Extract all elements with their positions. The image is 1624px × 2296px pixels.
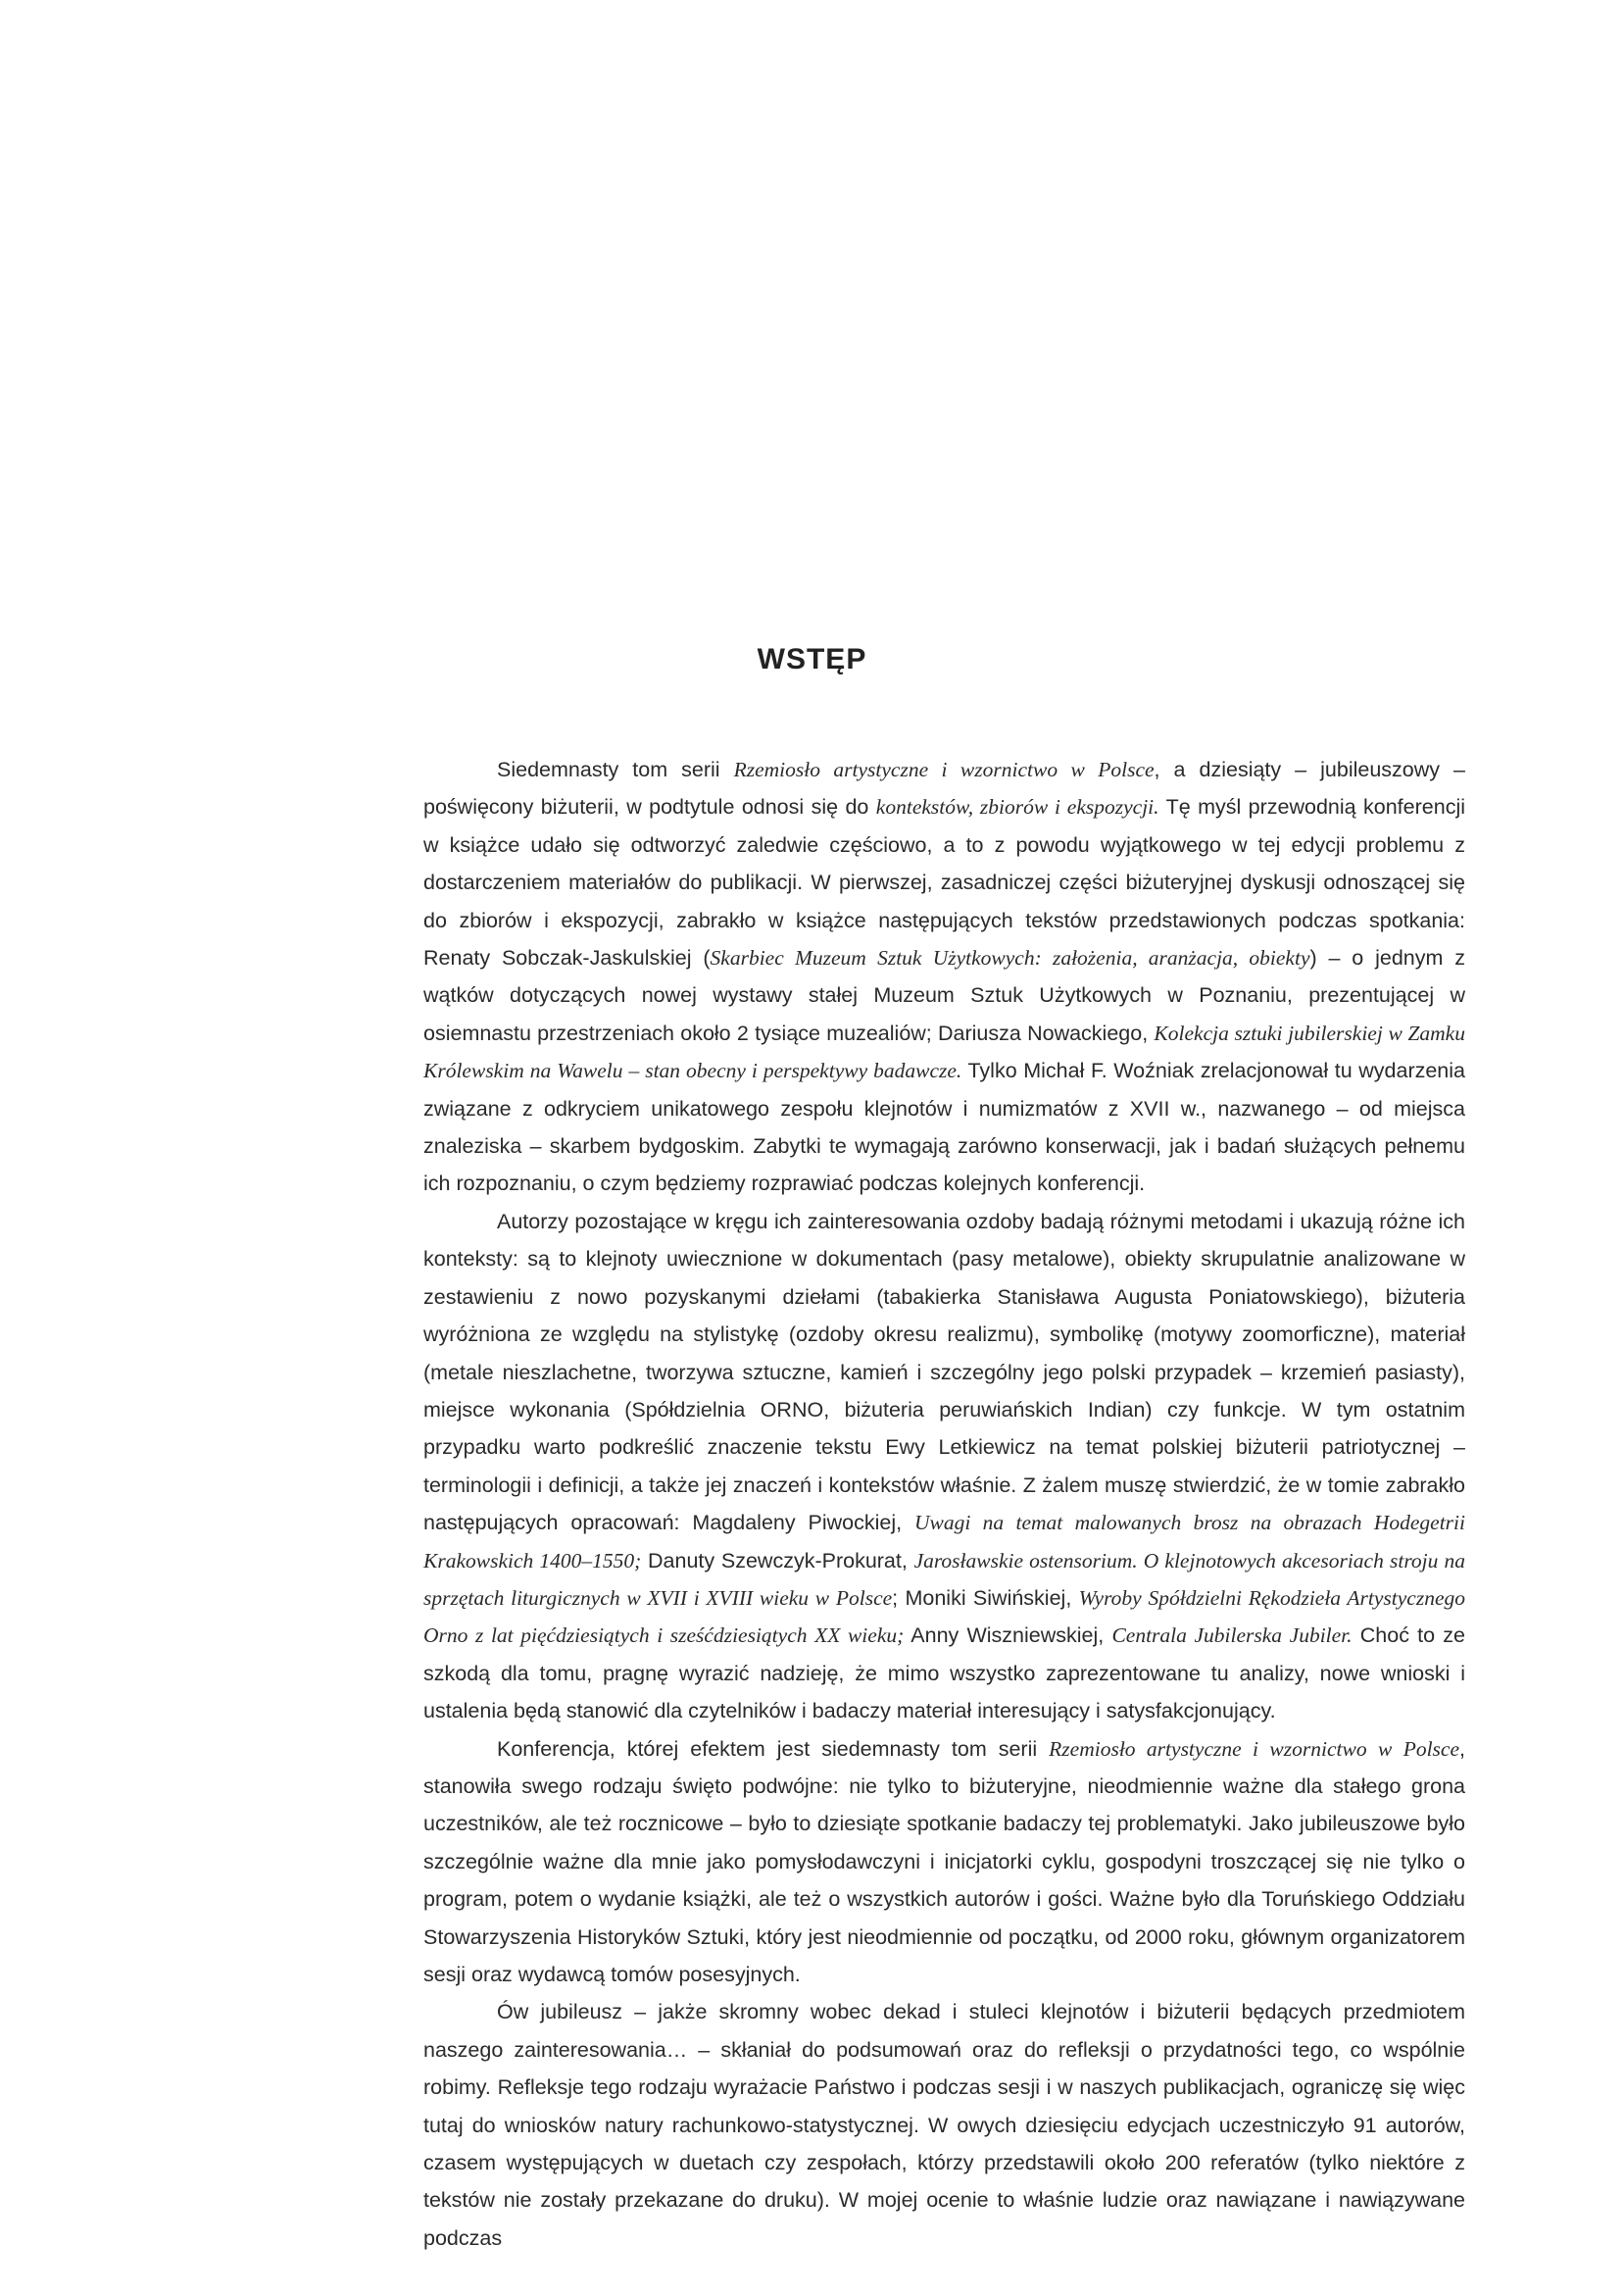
- text-run: , stanowiła swego rodzaju święto podwójne: nie tylko to biżuteryjne, nieodmiennie ważne dla stałego grona uczestników, ale też rocznicowe – było to dziesiąte spotkanie badaczy tej problematyki. Jako jubileuszowe było szczególnie ważne dla mnie jako pomysłodawczyni i inicjatorki cyklu, gospodyni troszczącej się nie tylko o program, potem o wydanie książki, ale też o wszystkich autorów i gości. Ważne było dla Toruńskiego Oddziału Stowarzyszenia Historyków Sztuki, który jest nieodmiennie od początku, od 2000 roku, głównym organizatorem sesji oraz wydawcą tomów posesyjnych.: [423, 1736, 1465, 1986]
- italic-title-text: Rzemiosło artystyczne i wzornictwo w Polsce: [1049, 1736, 1460, 1761]
- text-run: Tę myśl przewodnią konferencji w książce udało się odtworzyć zaledwie częściowo, a to z powodu wyjątkowego w tej edycji problemu z dostarczeniem materiałów do publikacji. W pierwszej, zasadniczej części biżuteryjnej dyskusji odnoszącej się do zbiorów i ekspozycji, zabrakło w książce następujących tekstów przedstawionych podczas spotkania: Renaty Sobczak-Jaskulskiej (: [423, 795, 1465, 971]
- paragraph: [423, 1993, 1465, 2257]
- italic-title-text: Jarosławskie ostensorium. O klejnotowych akcesoriach stroju na sprzętach liturgicznych w XVII i XVIII wieku w Polsce: [423, 1548, 1465, 1610]
- italic-title-text: Uwagi na temat malowanych brosz na obrazach Hodegetrii Krakowskich 1400–1550;: [423, 1511, 1465, 1572]
- italic-title-text: Centrala Jubilerska Jubiler.: [1111, 1623, 1353, 1648]
- italic-title-text: kontekstów, zbiorów i ekspozycji.: [875, 795, 1159, 820]
- text-run: Autorzy pozostające w kręgu ich zainteresowania ozdoby badają różnymi metodami i ukazują różne ich konteksty: są to klejnoty uwiecznione w dokumentach (pasy metalowe), obiekty skrupulatnie analizowane w zestawieniu z nowo pozyskanymi dziełami (tabakierka Stanisława Augusta Poniatowskiego), biżuteria wyróżniona ze względu na stylistykę (ozdoby okresu realizmu), symbolikę (motywy zoomorficzne), materiał (metale nieszlachetne, tworzywa sztuczne, kamień i szczególny jego polski przypadek – krzemień pasiasty), miejsce wykonania (Spółdzielnia ORNO, biżuteria peruwiańskich Indian) czy funkcje. W tym ostatnim przypadku warto podkreślić znaczenie tekstu Ewy Letkiewicz na temat polskiej biżuterii patriotycznej – terminologii i definicji, a także jej znaczeń i kontekstów właśnie. Z żalem muszę stwierdzić, że w tomie zabrakło następujących opracowań: Magdaleny Piwockiej,: [423, 1209, 1465, 1535]
- text-run: ) – o jednym z wątków dotyczących nowej wystawy stałej Muzeum Sztuk Użytkowych w Poznaniu, prezentującej w osiemnastu przestrzeniach około 2 tysiące muzealiów; Dariusza Nowackiego,: [423, 946, 1465, 1045]
- text-run: Anny Wiszniewskiej,: [904, 1623, 1112, 1648]
- paragraph: [423, 1730, 1465, 1994]
- italic-title-text: Rzemiosło artystyczne i wzornictwo w Polsce: [733, 758, 1155, 781]
- paragraph: [423, 751, 1465, 1203]
- text-run: Danuty Szewczyk-Prokurat,: [641, 1548, 914, 1572]
- text-run: Siedemnasty tom serii: [497, 758, 734, 781]
- italic-title-text: Wyroby Spółdzielni Rękodzieła Artystycznego Orno z lat pięćdziesiątych i sześćdziesiątych XX wieku;: [423, 1585, 1466, 1648]
- body-text: [423, 751, 1465, 2257]
- italic-title-text: Skarbiec Muzeum Sztuk Użytkowych: założenia, aranżacja, obiekty: [710, 946, 1310, 971]
- text-run: Choć to ze szkodą dla tomu, pragnę wyrazić nadzieję, że mimo wszystko zaprezentowane tu analizy, nowe wnioski i ustalenia będą stanowić dla czytelników i badaczy materiał interesujący i satysfakcjonujący.: [423, 1623, 1465, 1723]
- text-run: ; Moniki Siwińskiej,: [892, 1585, 1079, 1610]
- text-run: Konferencja, której efektem jest siedemnasty tom serii: [497, 1736, 1050, 1761]
- text-run: Tylko Michał F. Woźniak zrelacjonował tu wydarzenia związane z odkryciem unikatowego zespołu klejnotów i numizmatów z XVII w., nazwanego – od miejsca znaleziska – skarbem bydgoskim. Zabytki te wymagają zarówno konserwacji, jak i badań służących pełnemu ich rozpoznaniu, o czym będziemy rozprawiać podczas kolejnych konferencji.: [423, 1059, 1466, 1196]
- text-run: , a dziesiąty – jubileuszowy – poświęcony biżuterii, w podtytule odnosi się do: [423, 758, 1465, 820]
- page-title: WSTĘP: [757, 643, 867, 676]
- paragraph: [423, 1203, 1465, 1730]
- text-run: Ów jubileusz – jakże skromny wobec dekad i stuleci klejnotów i biżuterii będących przedmiotem naszego zainteresowania… – skłaniał do podsumowań oraz do refleksji o przydatności tego, co wspólnie robimy. Refleksje tego rodzaju wyrażacie Państwo i podczas sesji i w naszych publikacjach, ograniczę się więc tutaj do wniosków natury rachunkowo-statystycznej. W owych dziesięciu edycjach uczestniczyło 91 autorów, czasem występujących w duetach czy zespołach, którzy przedstawili około 200 referatów (tylko niektóre z tekstów nie zostały przekazane do druku). W mojej ocenie to właśnie ludzie oraz nawiązane i nawiązywane podczas: [423, 2000, 1465, 2250]
- italic-title-text: Kolekcja sztuki jubilerskiej w Zamku Królewskim na Wawelu – stan obecny i perspektywy badawcze.: [423, 1021, 1465, 1083]
